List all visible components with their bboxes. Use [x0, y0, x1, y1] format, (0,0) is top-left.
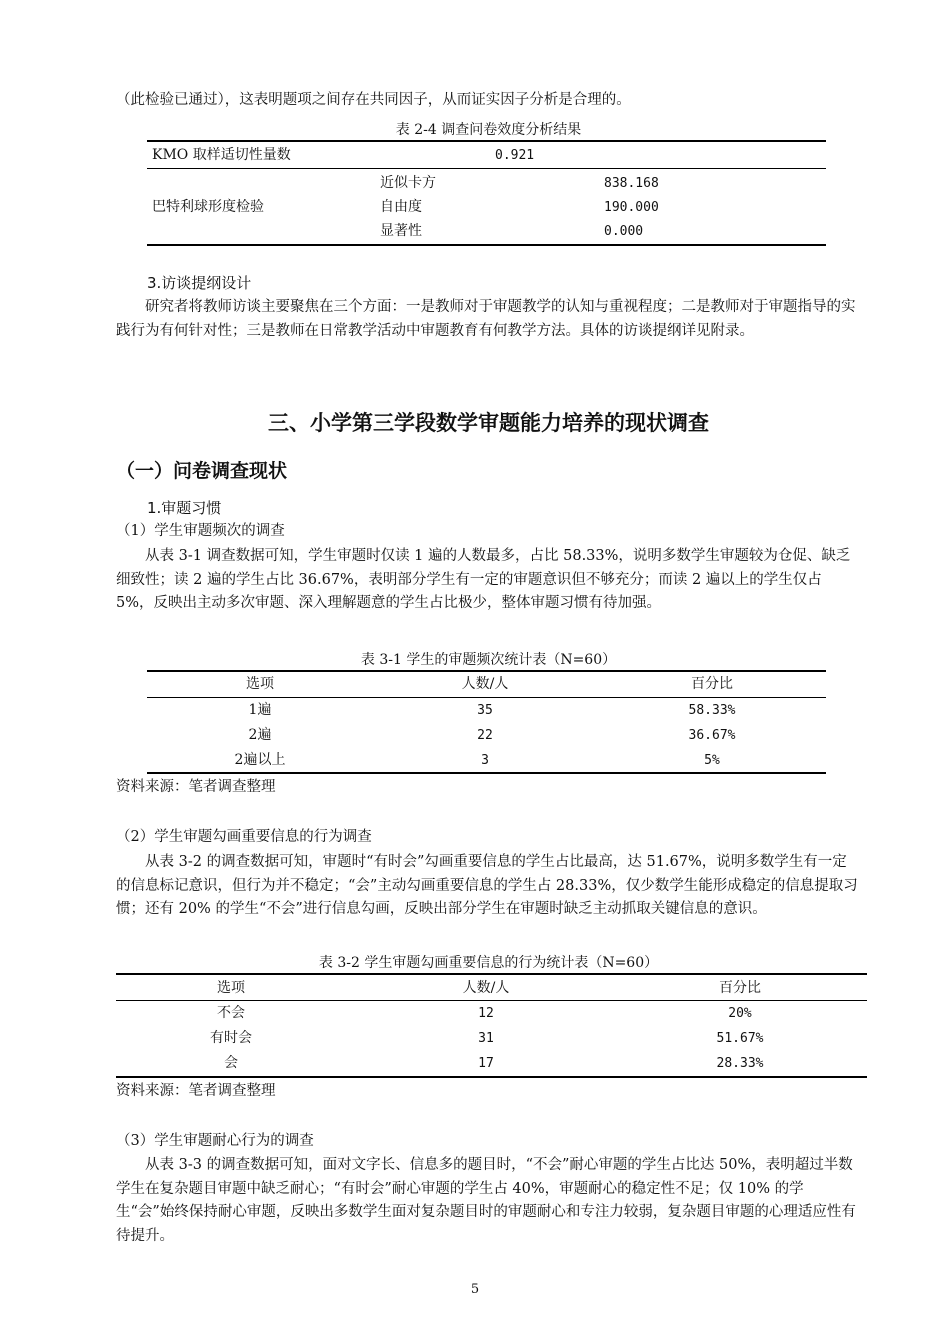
table-top-rule: [116, 973, 867, 975]
table-3-2-caption: 表 3-2 学生审题勾画重要信息的行为统计表（N=60）: [318, 955, 659, 971]
table-cell: 3: [481, 753, 489, 768]
table-header-rule: [116, 1000, 867, 1001]
table-row-value: 838.168: [604, 176, 659, 191]
table-header-rule: [147, 697, 826, 698]
table-source: 资料来源：笔者调查整理: [116, 1083, 276, 1099]
table-cell: 58.33%: [688, 703, 736, 718]
table-cell: 51.67%: [716, 1031, 764, 1046]
item-paragraph: 从表 3-3 的调查数据可知，面对文字长、信息多的题目时，“不会”耐心审题的学生占比达 50%，表明超过半数学生在复杂题目审题中缺乏耐心；“有时会”耐心审题的学生占 40%，审题耐心的稳定性不足；仅 10% 的学生“会”始终保持耐心审题，反映出多数学生面对复杂题目时的审题耐心和专注力较弱，复杂题目审题的心理适应性有待提升。: [116, 1157, 856, 1244]
table-top-rule: [147, 670, 826, 672]
table-cell: 2遍: [248, 727, 272, 743]
item-title: （2）学生审题勾画重要信息的行为调查: [116, 829, 372, 845]
table-cell: 22: [477, 728, 493, 743]
table-2-4-caption: 表 2-4 调查问卷效度分析结果: [395, 122, 582, 138]
table-row-name: 近似卡方: [380, 175, 436, 191]
section-heading: 3.访谈提纲设计: [147, 274, 252, 292]
item-paragraph: 从表 3-1 调查数据可知，学生审题时仅读 1 遍的人数最多，占比 58.33%，说明多数学生审题较为仓促、缺乏细致性；读 2 遍的学生占比 36.67%，表明部分学生有一定的审题意识但不够充分；而读 2 遍以上的学生仅占 5%，反映出主动多次审题、深入理解题意的学生占比极少，整体审题习惯有待加强。: [116, 548, 851, 611]
table-cell: 36.67%: [688, 728, 736, 743]
table-cell: 不会: [217, 1005, 245, 1021]
table-cell: 17: [478, 1056, 494, 1071]
table-header: 百分比: [691, 676, 733, 692]
table-cell: 28.33%: [716, 1056, 764, 1071]
item-title: （3）学生审题耐心行为的调查: [116, 1133, 314, 1149]
table-cell: 2遍以上: [234, 752, 286, 768]
item-title: （1）学生审题频次的调查: [116, 523, 285, 539]
kmo-label: KMO 取样适切性量数: [152, 147, 291, 163]
page-number: 5: [470, 1282, 480, 1297]
table-header: 人数/人: [461, 676, 509, 692]
table-3-1-caption: 表 3-1 学生的审题频次统计表（N=60）: [360, 652, 617, 668]
table-row-name: 显著性: [380, 223, 422, 239]
table-cell: 5%: [704, 753, 720, 768]
table-cell: 35: [477, 703, 493, 718]
table-top-rule: [147, 140, 826, 142]
section-paragraph: 研究者将教师访谈主要聚焦在三个方面：一是教师对于审题教学的认知与重视程度；二是教师对于审题指导的实践行为有何针对性；三是教师在日常教学活动中审题教育有何教学方法。具体的访谈提纲详见附录。: [116, 299, 856, 339]
table-header: 选项: [217, 980, 245, 996]
table-header: 人数/人: [462, 980, 510, 996]
bartlett-label: 巴特利球形度检验: [152, 199, 264, 215]
intro-line: （此检验已通过），这表明题项之间存在共同因子，从而证实因子分析是合理的。: [116, 92, 631, 108]
table-bottom-rule: [147, 244, 826, 246]
table-row-value: 190.000: [604, 200, 659, 215]
table-cell: 1遍: [248, 702, 272, 718]
table-mid-rule: [147, 168, 826, 169]
table-bottom-rule: [116, 1076, 867, 1078]
table-cell: 31: [478, 1031, 494, 1046]
table-cell: 有时会: [210, 1030, 252, 1046]
kmo-value: 0.921: [495, 148, 535, 163]
table-header: 选项: [246, 676, 274, 692]
table-cell: 12: [478, 1006, 494, 1021]
table-source: 资料来源：笔者调查整理: [116, 779, 276, 795]
item-paragraph: 从表 3-2 的调查数据可知，审题时“有时会”勾画重要信息的学生占比最高，达 51.67%，说明多数学生有一定的信息标记意识，但行为并不稳定；“会”主动勾画重要信息的学生占 28.33%，仅少数学生能形成稳定的信息提取习惯；还有 20% 的学生“不会”进行信息勾画，反映出部分学生在审题时缺乏主动抓取关键信息的意识。: [116, 854, 858, 917]
table-row-name: 自由度: [380, 199, 422, 215]
part-title: （一）问卷调查现状: [116, 460, 288, 482]
table-row-value: 0.000: [604, 224, 644, 239]
table-bottom-rule: [147, 772, 826, 774]
table-cell: 会: [224, 1055, 238, 1071]
sub-heading: 1.审题习惯: [147, 499, 222, 517]
table-cell: 20%: [728, 1006, 752, 1021]
chapter-title: 三、小学第三学段数学审题能力培养的现状调查: [268, 411, 709, 435]
table-header: 百分比: [719, 980, 761, 996]
